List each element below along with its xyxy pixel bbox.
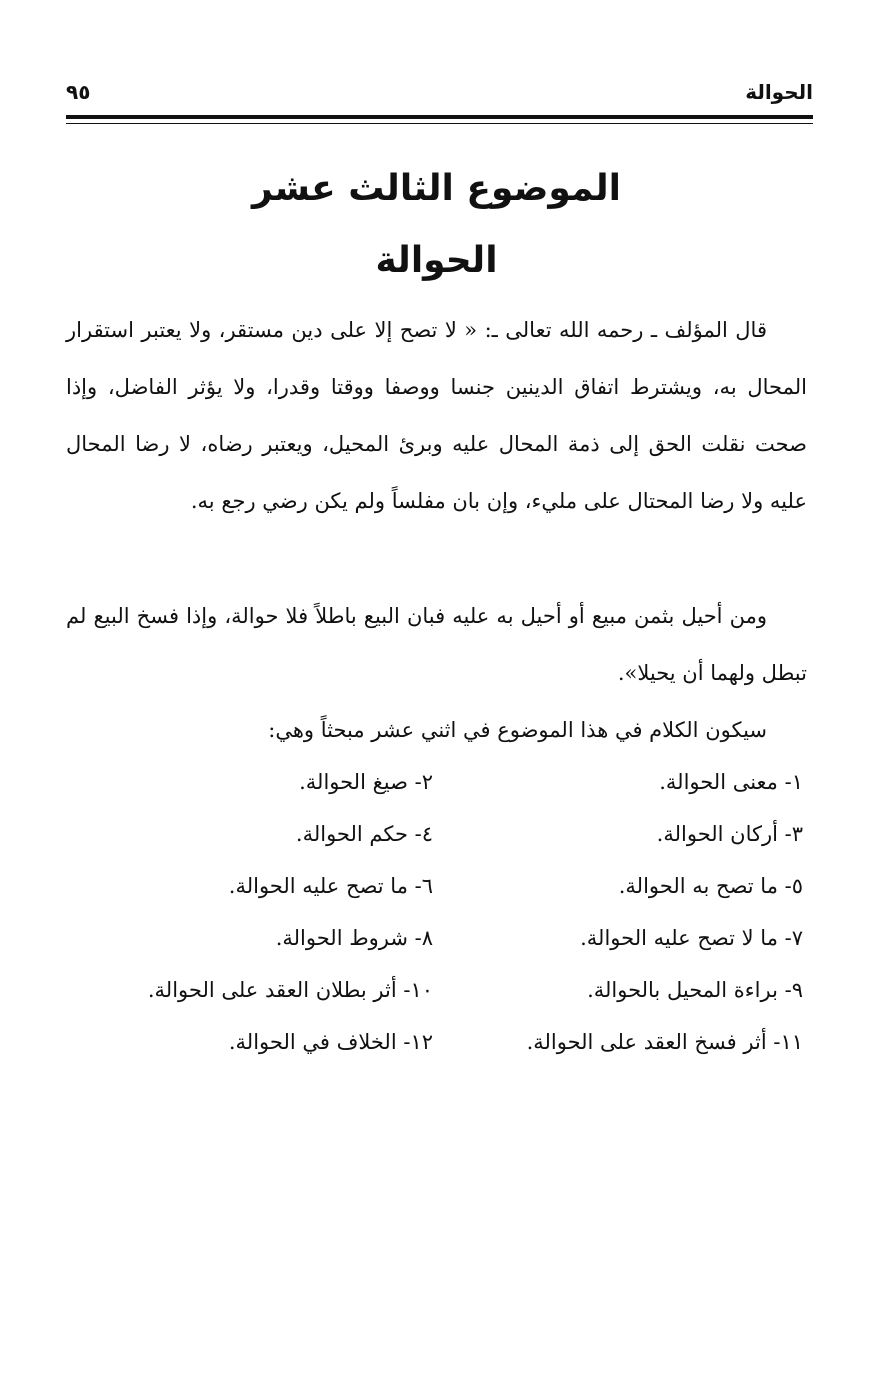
paragraph-quote: قال المؤلف ـ رحمه الله تعالى ـ: « لا تصح إلا على دين مستقر، ولا يعتبر استقرار المحال به، ويشترط اتفاق الدينين جنسا ووصفا ووقتا وقدرا، ولا يؤثر الفاضل، وإذا صحت نقلت الحق إلى ذمة المحال عليه وبرئ المحيل، ويعتبر رضاه، لا رضا المحال عليه ولا رضا المحتال على مليء، وإن بان مفلساً ولم يكن رضي رجع به. — [66, 318, 807, 513]
header-rule-thin — [66, 123, 813, 124]
list-item — [123, 756, 803, 808]
page-number: ٩٥ — [66, 80, 91, 104]
topic-entry: ٥- ما تصح به الحوالة. — [618, 874, 803, 898]
paragraph-quote-continued: ومن أحيل بثمن مبيع أو أحيل به عليه فبان البيع باطلاً فلا حوالة، وإذا فسخ البيع لم تبطل ولهما أن يحيلا». — [66, 604, 807, 685]
list-item — [123, 808, 803, 860]
list-item — [123, 860, 803, 912]
topic-entry: ٩- براءة المحيل بالحوالة. — [587, 978, 803, 1002]
running-header — [66, 80, 813, 114]
running-title: الحوالة — [745, 80, 813, 104]
topic-entry: ١٠- أثر بطلان العقد على الحوالة. — [147, 978, 433, 1002]
topic-entry: ١١- أثر فسخ العقد على الحوالة. — [526, 1030, 803, 1054]
header-rule-thick — [66, 115, 813, 119]
topic-entry: ٤- حكم الحوالة. — [295, 822, 433, 846]
topics-list — [123, 756, 803, 1068]
topic-entry: ٧- ما لا تصح عليه الحوالة. — [580, 926, 803, 950]
paragraph-intro: سيكون الكلام في هذا الموضوع في اثني عشر مبحثاً وهي: — [268, 718, 767, 742]
topic-entry: ٦- ما تصح عليه الحوالة. — [228, 874, 433, 898]
topic-entry: ٣- أركان الحوالة. — [656, 822, 803, 846]
topic-title: الموضوع الثالث عشر — [252, 168, 621, 209]
topic-entry: ٨- شروط الحوالة. — [275, 926, 433, 950]
topic-entry: ١- معنى الحوالة. — [659, 770, 803, 794]
list-item — [123, 912, 803, 964]
topic-entry: ١٢- الخلاف في الحوالة. — [228, 1030, 433, 1054]
list-item — [123, 964, 803, 1016]
list-item — [123, 1016, 803, 1068]
topic-subtitle: الحوالة — [375, 240, 498, 281]
topic-entry: ٢- صيغ الحوالة. — [299, 770, 433, 794]
